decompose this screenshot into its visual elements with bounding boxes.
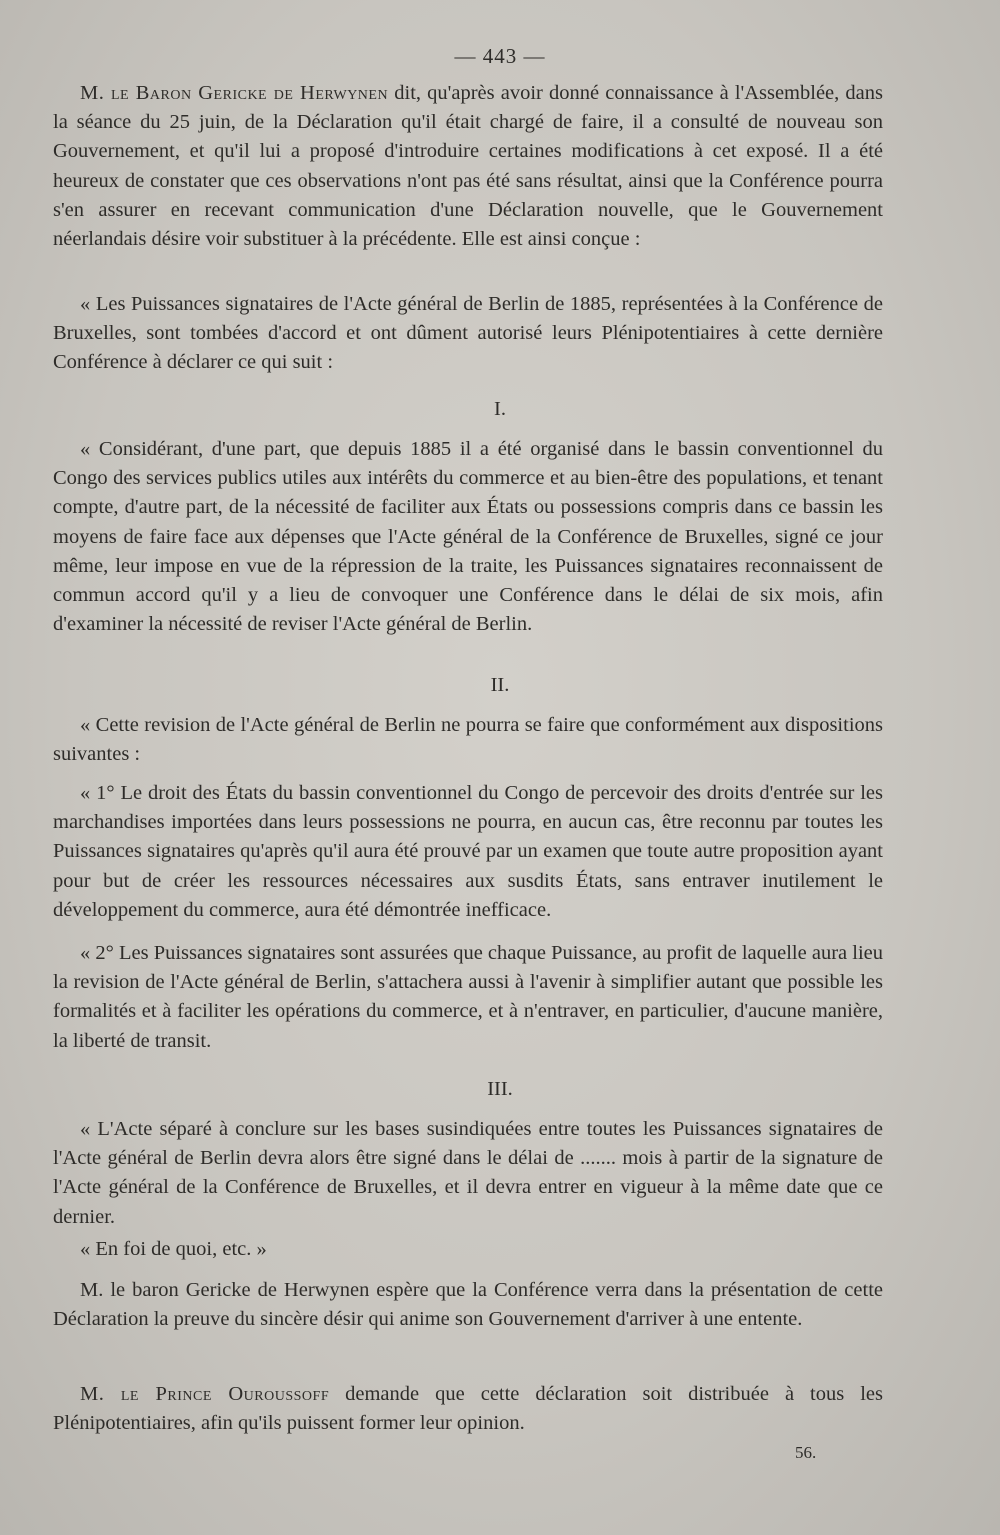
paragraph-text: dit, qu'après avoir donné connaissance à l'Assemblée, dans la séance du 25 juin, de la Déclaration qu'il était chargé de faire, il a consulté de nouveau son Gouvernement, et qu'il lui a proposé d'introduire certaines modifications à cet exposé. Il a été heureux de constater que ces observations n'ont pas été sans résultat, ainsi que la Conférence pourra s'en assurer en recevant communication d'une Déclaration nouvelle, que le Gouvernement néerlandais désire voir substituer à la précédente. Elle est ainsi conçue :: [53, 82, 884, 251]
speaker-name: M. le Prince Ouroussoff: [80, 1383, 330, 1405]
paragraph-declaration-intro: « Les Puissances signataires de l'Acte général de Berlin de 1885, représentées à la Conférence de Bruxelles, sont tombées d'accord et ont dûment autorisé leurs Plénipotentiaires à cette dernière Conférence à déclarer ce qui suit :: [53, 293, 883, 374]
paragraph-section-1: « Considérant, d'une part, que depuis 1885 il a été organisé dans le bassin conventionnel du Congo des services publics utiles aux intérêts du commerce et au bien-être des populations, et tenant compte, d'autre part, de la nécessité de faciliter aux États ou possessions compris dans ce bassin les moyens de faire face aux dépenses que l'Acte général de la Conférence de Bruxelles, signé ce jour même, leur impose en vue de la répression de la traite, les Puissances signataires reconnaissent de commun accord qu'il y a lieu de convoquer une Conférence dans le délai de six mois, afin d'examiner la nécessité de reviser l'Acte général de Berlin.: [53, 438, 883, 636]
paragraph-ouroussoff-request: [53, 1380, 883, 1438]
paragraph-herwynen-statement: [53, 79, 883, 254]
page-number: — 443 —: [454, 44, 546, 68]
paragraph-point-2: « 2° Les Puissances signataires sont assurées que chaque Puissance, au profit de laquelle aura lieu la revision de l'Acte général de Berlin, s'attachera aussi à l'avenir à simplifier autant que possible les formalités et à faciliter les opérations du commerce, et à n'entraver, en particulier, d'aucune manière, la liberté de transit.: [53, 942, 883, 1052]
paragraph-point-1: « 1° Le droit des États du bassin conventionnel du Congo de percevoir des droits d'entrée sur les marchandises importées dans leurs possessions ne pourra, en aucun cas, être reconnu par toutes les Puissances signataires qu'après qu'il aura été prouvé par un examen que toute autre proposition ayant pour but de créer les ressources nécessaires aux susdits États, sans entraver inutilement le développement du commerce, aura été démontrée inefficace.: [53, 782, 883, 921]
paragraph-text: demande que cette déclaration soit distribuée à tous les Plénipotentiaires, afin qu'ils puissent former leur opinion.: [53, 1383, 883, 1435]
paragraph-closing-formula: « En foi de quoi, etc. »: [80, 1238, 267, 1260]
paragraph-section-3: « L'Acte séparé à conclure sur les bases susindiquées entre toutes les Puissances signataires de l'Acte général de Berlin devra alors être signé dans le délai de ....... mois à partir de la signature de l'Acte général de la Conférence de Bruxelles, et il devra entrer en vigueur à la même date que ce dernier.: [53, 1118, 883, 1228]
section-heading-3: III.: [487, 1078, 513, 1100]
section-heading-1: I.: [494, 398, 506, 420]
signature-mark: 56.: [795, 1443, 817, 1462]
section-heading-2: II.: [490, 674, 510, 696]
paragraph-herwynen-hope: M. le baron Gericke de Herwynen espère que la Conférence verra dans la présentation de cette Déclaration la preuve du sincère désir qui anime son Gouvernement d'arriver à une entente.: [53, 1279, 883, 1331]
speaker-name: M. le Baron Gericke de Herwynen: [80, 82, 389, 104]
paragraph-section-2-intro: « Cette revision de l'Acte général de Berlin ne pourra se faire que conformément aux dispositions suivantes :: [53, 714, 883, 766]
